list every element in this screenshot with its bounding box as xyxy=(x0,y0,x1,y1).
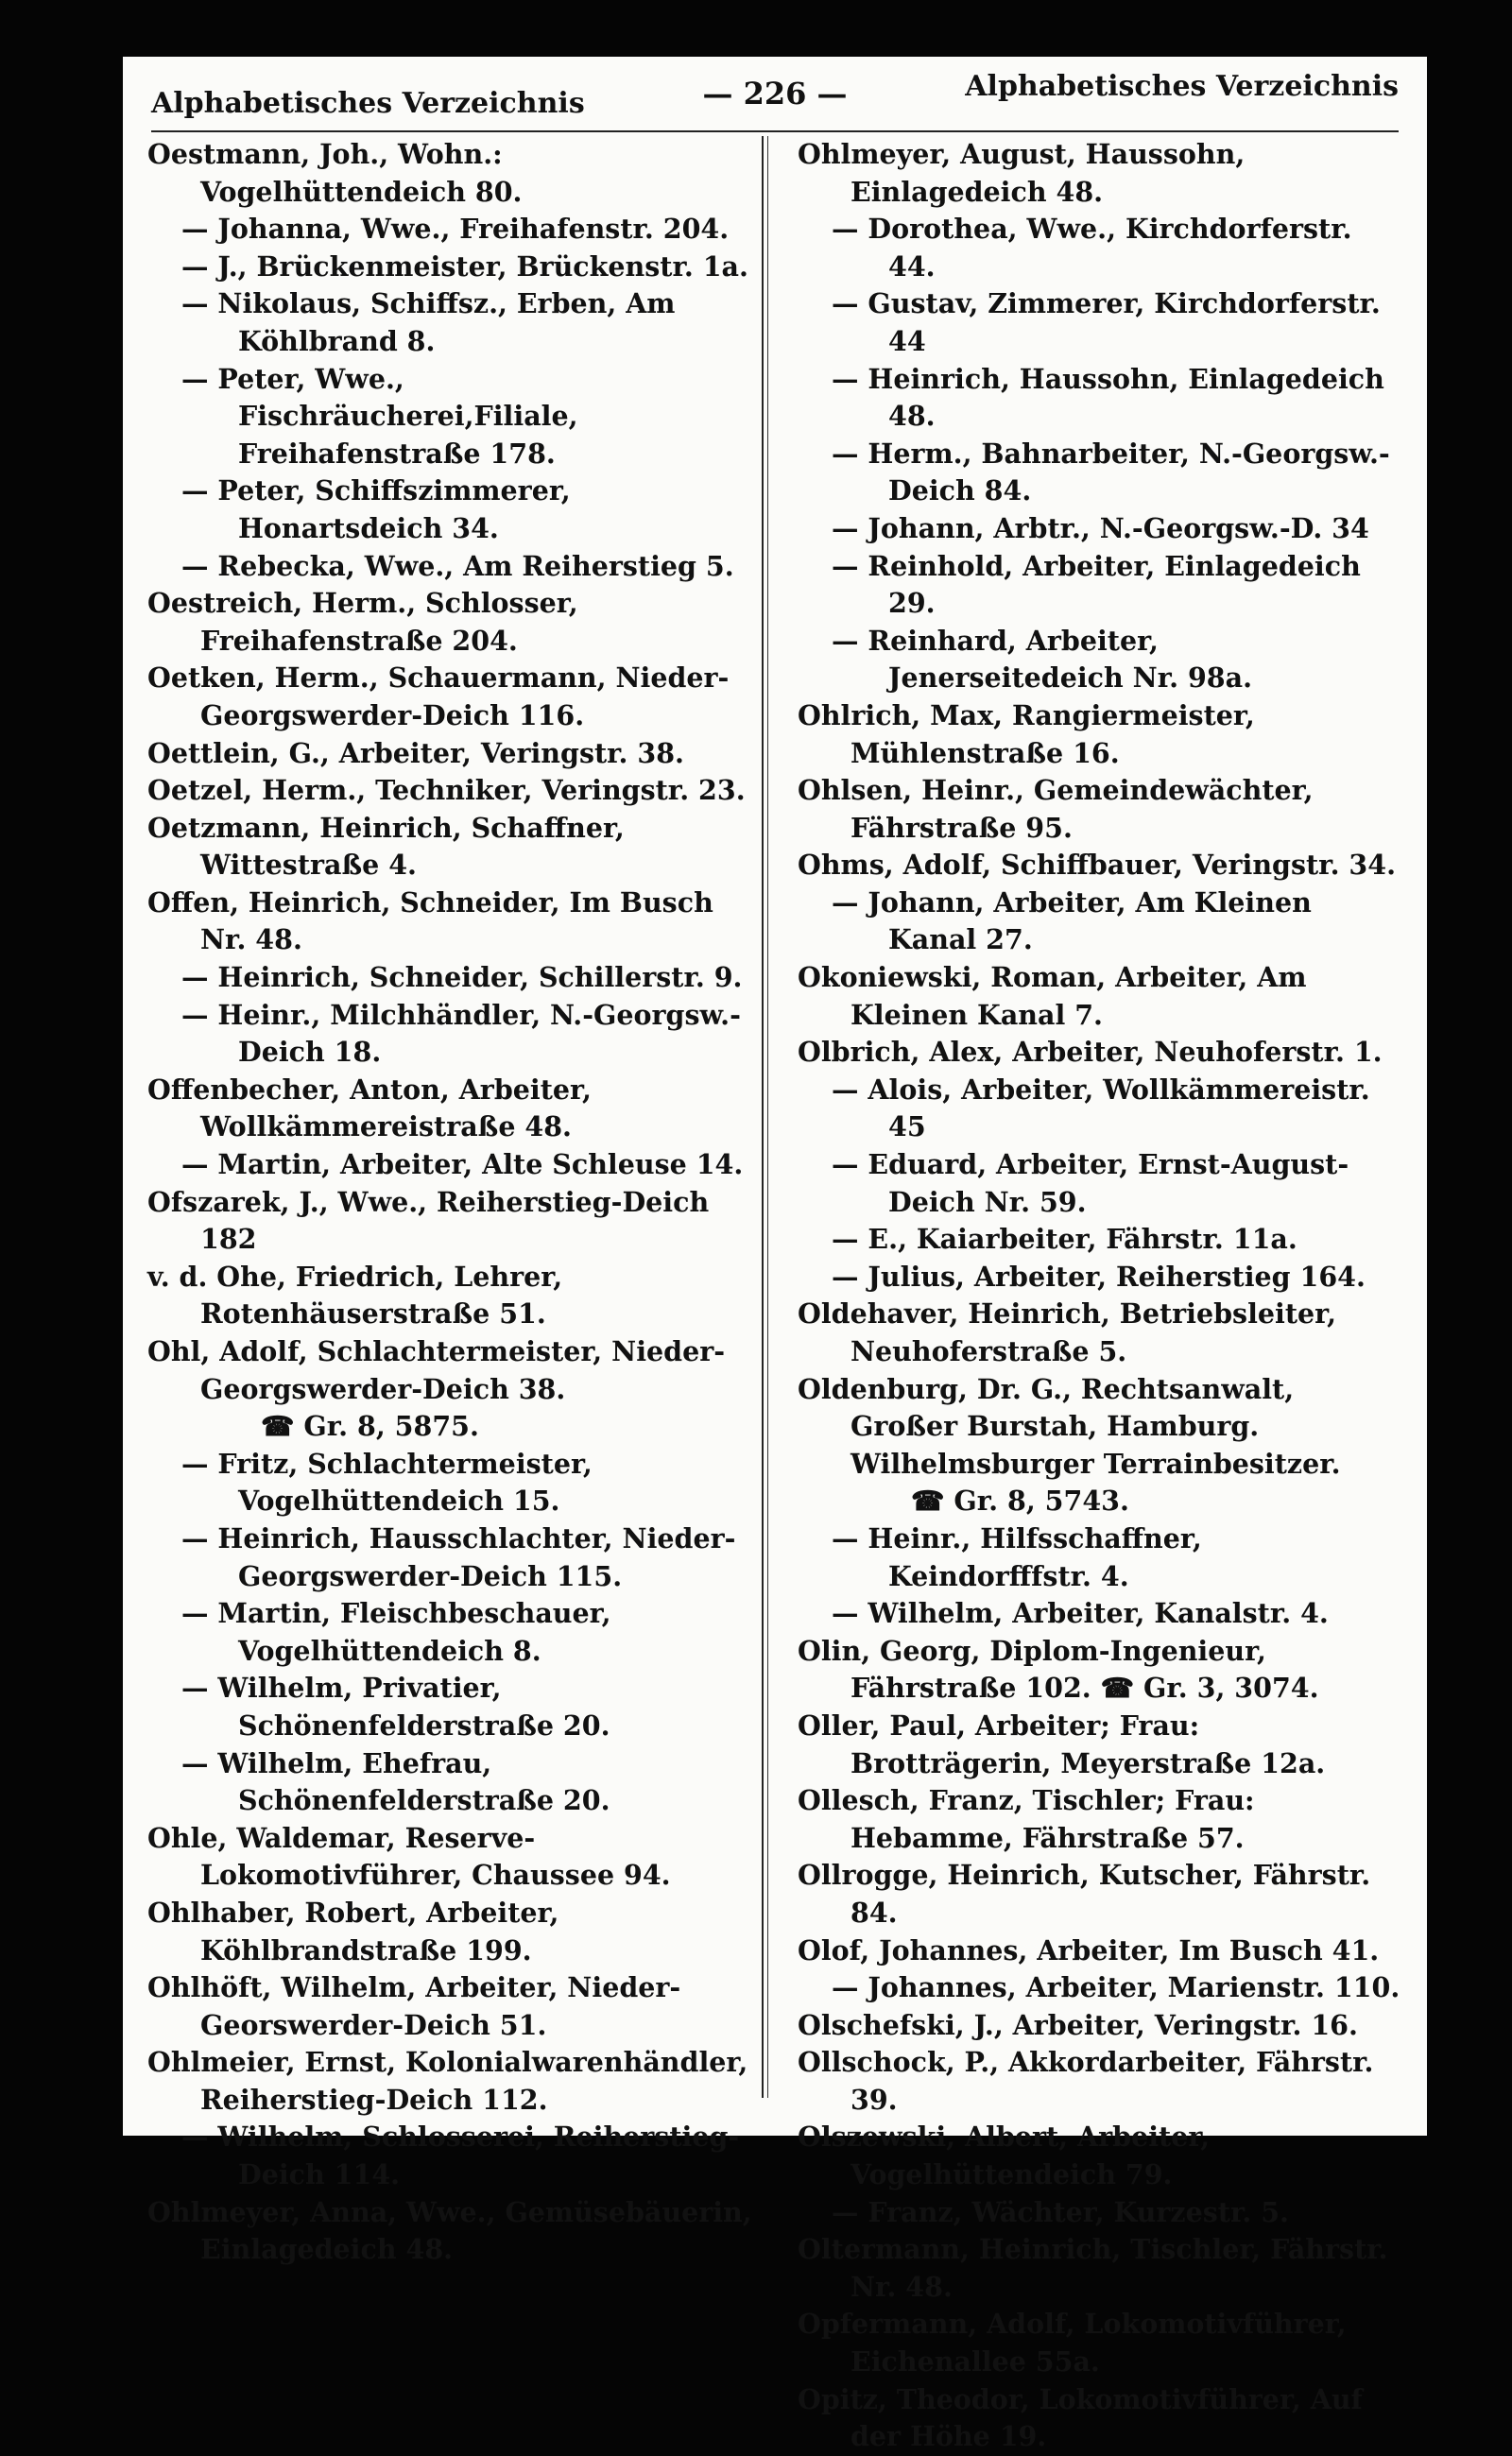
directory-entry: — J., Brückenmeister, Brückenstr. 1a. xyxy=(181,249,748,283)
directory-entry: — Johann, Arbtr., N.-Georgsw.-D. 34 xyxy=(832,511,1369,544)
directory-entry: — Herm., Bahnarbeiter, N.-Georgsw.-Deich 84. xyxy=(832,437,1390,507)
directory-entry: Oldenburg, Dr. G., Rechtsanwalt, Großer Burstah, Hamburg. Wilhelmsburger Terrainbesitzer. xyxy=(798,1372,1341,1480)
directory-entry: Oller, Paul, Arbeiter; Frau: Brotträgerin, Meyerstraße 12a. xyxy=(798,1709,1326,1779)
column-divider-inner xyxy=(767,136,768,2098)
directory-entry: — Fritz, Schlachtermeister, Vogelhüttendeich 15. xyxy=(181,1447,593,1518)
directory-entry: Ollschock, P., Akkordarbeiter, Fährstr. 39. xyxy=(798,2046,1374,2116)
directory-entry: Ohlmeyer, August, Haussohn, Einlagedeich 48. xyxy=(798,138,1246,208)
directory-entry: Ohlhöft, Wilhelm, Arbeiter, Nieder-Georswerder-Deich 51. xyxy=(147,1971,681,2041)
directory-entry: Oetzmann, Heinrich, Schaffner, Wittestraße 4. xyxy=(147,811,625,882)
directory-entry: — Heinrich, Schneider, Schillerstr. 9. xyxy=(181,961,743,994)
directory-entry: Olschefski, J., Arbeiter, Veringstr. 16. xyxy=(798,2008,1358,2041)
right-column xyxy=(798,136,1402,2453)
directory-entry: — Johann, Arbeiter, Am Kleinen Kanal 27. xyxy=(832,885,1312,956)
directory-entry: Ollrogge, Heinrich, Kutscher, Fährstr. 84. xyxy=(798,1859,1371,1929)
directory-entry: — Dorothea, Wwe., Kirchdorferstr. 44. xyxy=(832,213,1352,283)
telephone-entry: ☎ Gr. 8, 5743. xyxy=(911,1485,1129,1518)
directory-entry: v. d. Ohe, Friedrich, Lehrer, Rotenhäuserstraße 51. xyxy=(147,1260,563,1331)
directory-entry: Oestreich, Herm., Schlosser, Freihafenstraße 204. xyxy=(147,587,578,657)
page-number: — 226 — xyxy=(702,76,848,112)
directory-entry: Ohlmeyer, Anna, Wwe., Gemüsebäuerin, Einlagedeich 48. xyxy=(147,2195,752,2266)
directory-entry: Offen, Heinrich, Schneider, Im Busch Nr. 48. xyxy=(147,885,713,956)
directory-entry: — Franz, Wächter, Kurzestr. 5. xyxy=(832,2195,1289,2228)
directory-entry: — Reinhold, Arbeiter, Einlagedeich 29. xyxy=(832,549,1361,620)
directory-entry: Opfermann, Adolf, Lokomotivführer, Eichenallee 55a. xyxy=(798,2308,1347,2379)
directory-entry: Oetken, Herm., Schauermann, Nieder-Georgswerder-Deich 116. xyxy=(147,661,730,731)
directory-entry: — Wilhelm, Arbeiter, Kanalstr. 4. xyxy=(832,1597,1329,1630)
page-header xyxy=(151,70,1399,127)
directory-entry: Olbrich, Alex, Arbeiter, Neuhoferstr. 1. xyxy=(798,1036,1383,1069)
directory-entry: Ofszarek, J., Wwe., Reiherstieg-Deich 182 xyxy=(147,1185,710,1256)
directory-entry: Ohlsen, Heinr., Gemeindewächter, Fährstraße 95. xyxy=(798,774,1314,844)
directory-entry: Ohlmeier, Ernst, Kolonialwarenhändler, Reiherstieg-Deich 112. xyxy=(147,2046,748,2116)
directory-entry: — E., Kaiarbeiter, Fährstr. 11a. xyxy=(832,1223,1297,1256)
telephone-entry: ☎ Gr. 8, 5875. xyxy=(261,1410,479,1443)
directory-entry: — Martin, Fleischbeschauer, Vogelhüttendeich 8. xyxy=(181,1597,611,1667)
directory-entry: — Wilhelm, Schlosserei, Reiherstieg-Deich 114. xyxy=(181,2121,740,2191)
header-left-title: Alphabetisches Verzeichnis xyxy=(151,87,585,120)
directory-entry: — Reinhard, Arbeiter, Jenerseitedeich Nr. 98a. xyxy=(832,624,1253,695)
directory-entry: Okoniewski, Roman, Arbeiter, Am Kleinen Kanal 7. xyxy=(798,961,1307,1031)
directory-entry: — Wilhelm, Ehefrau, Schönenfelderstraße 20. xyxy=(181,1746,610,1817)
directory-entry: — Wilhelm, Privatier, Schönenfelderstraße 20. xyxy=(181,1672,610,1742)
directory-entry: — Johannes, Arbeiter, Marienstr. 110. xyxy=(832,1971,1400,2004)
directory-entry: — Peter, Schiffszimmerer, Honartsdeich 34. xyxy=(181,474,571,544)
header-rule xyxy=(151,130,1399,132)
directory-entry: Olin, Georg, Diplom-Ingenieur, Fährstraße 102. ☎ Gr. 3, 3074. xyxy=(798,1634,1319,1705)
left-column xyxy=(147,136,752,2266)
directory-entry: Olof, Johannes, Arbeiter, Im Busch 41. xyxy=(798,1933,1380,1967)
directory-entry: — Heinrich, Haussohn, Einlagedeich 48. xyxy=(832,362,1384,433)
directory-entry: Opitz, Theodor, Lokomotivführer, Auf der Höhe 19. xyxy=(798,2382,1363,2453)
directory-entry: Oltermann, Heinrich, Tischler, Fährstr. Nr. 48. xyxy=(798,2233,1388,2303)
directory-entry: Ohlhaber, Robert, Arbeiter, Köhlbrandstraße 199. xyxy=(147,1896,559,1967)
directory-entry: — Julius, Arbeiter, Reiherstieg 164. xyxy=(832,1260,1366,1293)
directory-entry: Ohlrich, Max, Rangiermeister, Mühlenstraße 16. xyxy=(798,698,1255,769)
directory-entry: — Eduard, Arbeiter, Ernst-August-Deich Nr. 59. xyxy=(832,1148,1349,1218)
directory-entry: Oldehaver, Heinrich, Betriebsleiter, Neuhoferstraße 5. xyxy=(798,1297,1337,1367)
directory-entry: — Martin, Arbeiter, Alte Schleuse 14. xyxy=(181,1148,744,1181)
directory-entry: Ohms, Adolf, Schiffbauer, Veringstr. 34. xyxy=(798,849,1397,882)
directory-entry: — Heinrich, Hausschlachter, Nieder-Georgswerder-Deich 115. xyxy=(181,1521,736,1592)
column-divider xyxy=(762,136,764,2098)
directory-entry: — Alois, Arbeiter, Wollkämmereistr. 45 xyxy=(832,1073,1370,1143)
directory-entry: Offenbecher, Anton, Arbeiter, Wollkämmereistraße 48. xyxy=(147,1073,592,1143)
directory-entry: — Heinr., Milchhändler, N.-Georgsw.-Deich 18. xyxy=(181,998,741,1069)
directory-entry: — Rebecka, Wwe., Am Reiherstieg 5. xyxy=(181,549,734,582)
directory-entry: Olszewski, Albert, Arbeiter, Vogelhüttendeich 79. xyxy=(798,2121,1211,2191)
directory-entry: — Gustav, Zimmerer, Kirchdorferstr. 44 xyxy=(832,287,1381,357)
directory-entry: Oestmann, Joh., Wohn.: Vogelhüttendeich 80. xyxy=(147,138,523,208)
header-right-title: Alphabetisches Verzeichnis xyxy=(965,70,1399,103)
directory-entry: Ohl, Adolf, Schlachtermeister, Nieder-Georgswerder-Deich 38. xyxy=(147,1335,726,1405)
directory-entry: — Johanna, Wwe., Freihafenstr. 204. xyxy=(181,213,730,246)
directory-entry: Ohle, Waldemar, Reserve-Lokomotivführer, Chaussee 94. xyxy=(147,1821,671,1892)
directory-entry: — Heinr., Hilfsschaffner, Keindorfffstr. 4. xyxy=(832,1521,1202,1592)
directory-entry: — Peter, Wwe., Fischräucherei,Filiale, Freihafenstraße 178. xyxy=(181,362,578,470)
directory-entry: Oetzel, Herm., Techniker, Veringstr. 23. xyxy=(147,774,746,807)
directory-entry: — Nikolaus, Schiffsz., Erben, Am Köhlbrand 8. xyxy=(181,287,676,357)
directory-entry: Ollesch, Franz, Tischler; Frau: Hebamme, Fährstraße 57. xyxy=(798,1784,1255,1854)
directory-page xyxy=(123,57,1427,2453)
directory-entry: Oettlein, G., Arbeiter, Veringstr. 38. xyxy=(147,736,684,769)
